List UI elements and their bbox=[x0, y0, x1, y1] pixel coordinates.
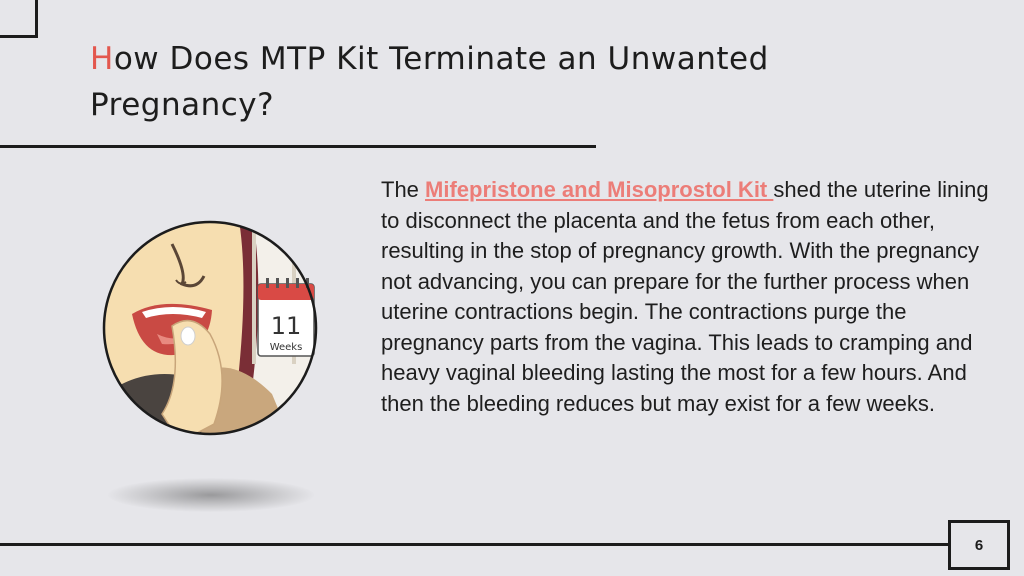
page-number: 6 bbox=[974, 536, 984, 554]
body-intro: The bbox=[381, 177, 426, 202]
footer-divider bbox=[0, 543, 948, 546]
body-rest: shed the uterine lining to disconnect the placenta and the fetus from each other, resulting in the stop of pregnancy growth. With the pregnancy not advancing, you can prepare for the further process when uterine contractions begin. The contractions purge the pregnancy parts from the vagina. This leads to cramping and heavy vaginal bleeding lasting the most for a few hours. And then the bleeding reduces but may exist for a few weeks. bbox=[381, 177, 989, 416]
title-divider bbox=[0, 145, 596, 148]
title-text: ow Does MTP Kit Terminate an Unwanted Pregnancy? bbox=[90, 41, 769, 123]
calendar-number: 11 bbox=[270, 312, 302, 340]
pill-taking-illustration bbox=[102, 214, 318, 442]
body-paragraph bbox=[381, 175, 1001, 419]
title-first-letter: H bbox=[90, 41, 114, 77]
kit-link[interactable]: Mifepristone and Misoprostol Kit bbox=[425, 177, 774, 202]
illustration-shadow bbox=[108, 478, 314, 512]
calendar-label: Weeks bbox=[269, 342, 303, 353]
corner-decoration bbox=[0, 0, 38, 38]
calendar-icon bbox=[258, 278, 314, 356]
page-number-box bbox=[948, 520, 1010, 570]
slide-title bbox=[90, 36, 850, 128]
